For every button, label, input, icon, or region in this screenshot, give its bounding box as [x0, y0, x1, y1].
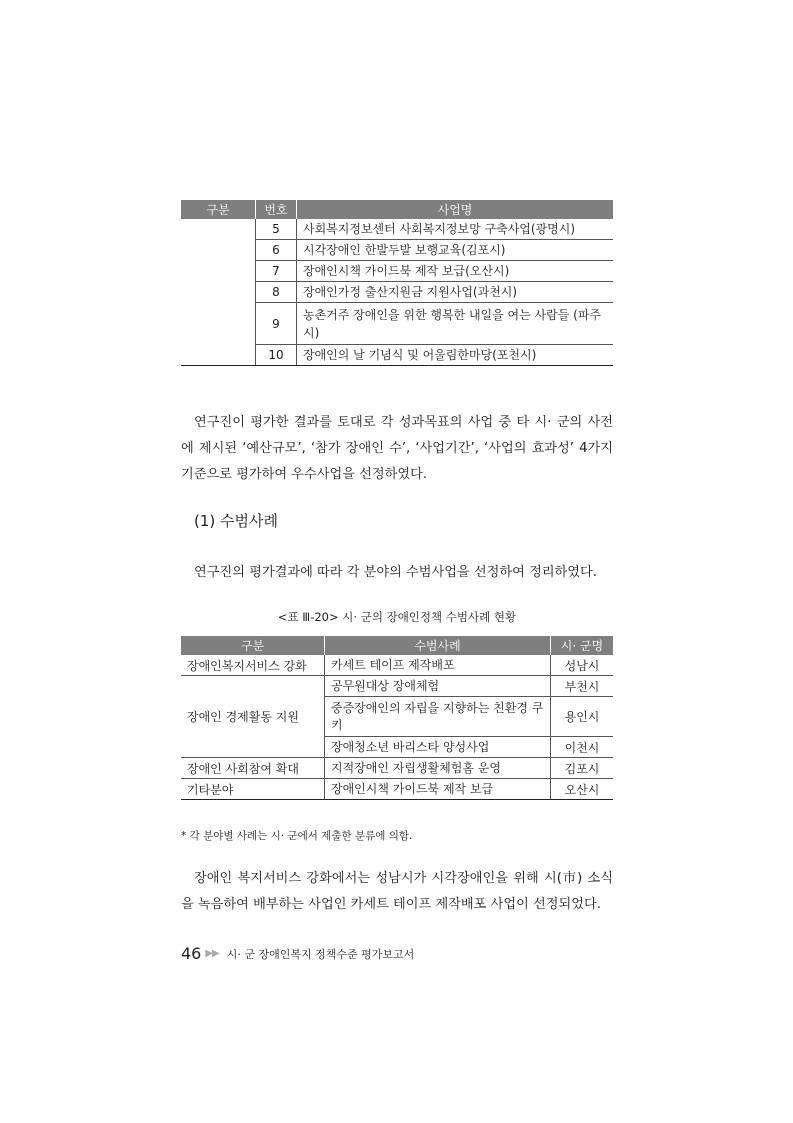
page-number: 46: [181, 944, 202, 963]
city-cell: 용인시: [551, 697, 614, 737]
body-paragraph: 연구진이 평가한 결과를 토대로 각 성과목표의 사업 중 타 시· 군의 사전에 제시된 ‘예산규모’, ‘참가 장애인 수’, ‘사업기간’, ‘사업의 효과성’ 4가지 기준으로 평가하여 우수사업을 선정하였다.: [181, 415, 613, 482]
example-cell: 카세트 테이프 제작배포: [325, 655, 551, 676]
table-row: [181, 676, 613, 697]
header-business-name: 사업명: [297, 200, 614, 219]
example-cell: 지적장애인 자립생활체험홈 운영: [325, 758, 551, 779]
footer-title: 시· 군 장애인복지 정책수준 평가보고서: [226, 947, 415, 961]
category-cell: 장애인 경제활동 지원: [181, 676, 325, 758]
category-cell: [181, 219, 256, 366]
body-paragraph: 연구진의 평가결과에 따라 각 분야의 수범사업을 선정하여 정리하였다.: [194, 565, 597, 580]
business-name: 장애인가정 출산지원금 지원사업(과천시): [297, 282, 614, 303]
business-name: 시각장애인 한발두발 보행교육(김포시): [297, 240, 614, 261]
city-cell: 이천시: [551, 737, 614, 758]
section-title: (1) 수범사례: [194, 512, 278, 530]
header-example: 수범사례: [325, 636, 551, 655]
city-cell: 김포시: [551, 758, 614, 779]
table-row: [181, 779, 613, 800]
row-number: 9: [256, 303, 297, 345]
city-cell: 오산시: [551, 779, 614, 800]
body-paragraph: 장애인 복지서비스 강화에서는 성남시가 시각장애인을 위해 시(市) 소식을 녹음하여 배부하는 사업인 카세트 테이프 제작배포 사업이 선정되었다.: [181, 871, 613, 912]
row-number: 7: [256, 261, 297, 282]
business-name: 장애인의 날 기념식 및 어울림한마당(포천시): [297, 345, 614, 366]
table-row: [181, 758, 613, 779]
example-cell: 장애인시책 가이드북 제작 보급: [325, 779, 551, 800]
category-cell: 기타분야: [181, 779, 325, 800]
table-note: * 각 분야별 사례는 시· 군에서 제출한 분류에 의함.: [181, 830, 413, 842]
city-cell: 성남시: [551, 655, 614, 676]
example-cell: 중증장애인의 자립을 지향하는 친환경 쿠키: [325, 697, 551, 737]
table-caption: <표 Ⅲ-20> 시· 군의 장애인정책 수범사례 현황: [277, 610, 517, 624]
row-number: 6: [256, 240, 297, 261]
row-number: 10: [256, 345, 297, 366]
example-cell: 장애청소년 바리스타 양성사업: [325, 737, 551, 758]
header-city: 시· 군명: [551, 636, 614, 655]
header-number: 번호: [256, 200, 297, 219]
business-name: 장애인시책 가이드북 제작 보급(오산시): [297, 261, 614, 282]
business-name: 사회복지정보센터 사회복지정보망 구축사업(광명시): [297, 219, 614, 240]
city-cell: 부천시: [551, 676, 614, 697]
header-category: 구분: [181, 200, 256, 219]
row-number: 8: [256, 282, 297, 303]
business-list-table: [181, 200, 613, 366]
table-row: [181, 655, 613, 676]
business-name: 농촌거주 장애인을 위한 행복한 내일을 여는 사람들 (파주시): [297, 303, 614, 345]
category-cell: 장애인 사회참여 확대: [181, 758, 325, 779]
category-cell: 장애인복지서비스 강화: [181, 655, 325, 676]
table-row: [181, 219, 613, 240]
best-practice-table: [181, 636, 613, 800]
header-category: 구분: [181, 636, 325, 655]
example-cell: 공무원대상 장애체험: [325, 676, 551, 697]
row-number: 5: [256, 219, 297, 240]
page-footer: [181, 944, 414, 963]
arrow-icon: ▶▶: [205, 948, 219, 959]
